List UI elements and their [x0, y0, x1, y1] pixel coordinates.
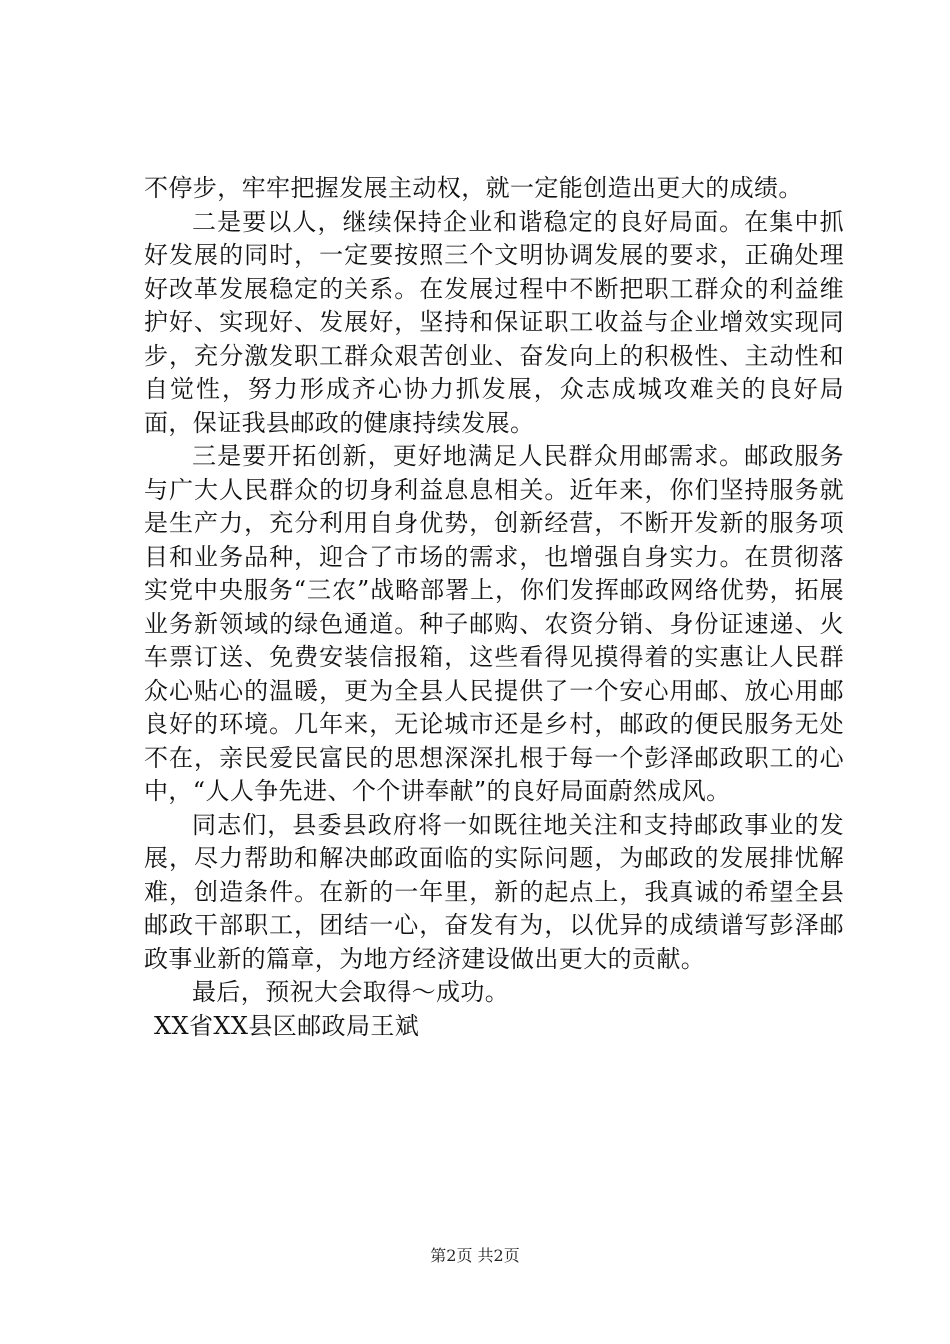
paragraph-closing: 最后，预祝大会取得～成功。	[192, 978, 510, 1006]
page-number: 第2页 共2页	[430, 1246, 520, 1265]
document-body	[144, 172, 844, 1043]
paragraph-point-two: 二是要以人，继续保持企业和谐稳定的良好局面。在集中抓好发展的同时，一定要按照三个文明协调发展的要求，正确处理好改革发展稳定的关系。在发展过程中不断把职工群众的利益维护好、实现好、发展好，坚持和保证职工收益与企业增效实现同步，充分激发职工群众艰苦创业、奋发向上的积极性、主动性和自觉性，努力形成齐心协力抓发展，众志成城攻难关的良好局面，保证我县邮政的健康持续发展。	[144, 207, 844, 437]
paragraph-comrades: 同志们，县委县政府将一如既往地关注和支持邮政事业的发展，尽力帮助和解决邮政面临的实际问题，为邮政的发展排忧解难，创造条件。在新的一年里，新的起点上，我真诚的希望全县邮政干部职工，团结一心，奋发有为，以优异的成绩谱写彭泽邮政事业新的篇章，为地方经济建设做出更大的贡献。	[144, 810, 844, 973]
signature: XX省XX县区邮政局王斌	[154, 1011, 420, 1040]
paragraph-continued: 不停步，牢牢把握发展主动权，就一定能创造出更大的成绩。	[144, 174, 803, 202]
paragraph-point-three: 三是要开拓创新，更好地满足人民群众用邮需求。邮政服务与广大人民群众的切身利益息息相关。近年来，你们坚持服务就是生产力，充分利用自身优势，创新经营，不断开发新的服务项目和业务品种，迎合了市场的需求，也增强自身实力。在贯彻落实党中央服务“三农”战略部署上，你们发挥邮政网络优势，拓展业务新领域的绿色通道。种子邮购、农资分销、身份证速递、火车票订送、免费安装信报箱，这些看得见摸得着的实惠让人民群众心贴心的温暖，更为全县人民提供了一个安心用邮、放心用邮良好的环境。几年来，无论城市还是乡村，邮政的便民服务无处不在，亲民爱民富民的思想深深扎根于每一个彭泽邮政职工的心中，“人人争先进、个个讲奉献”的良好局面蔚然成风。	[144, 442, 844, 805]
